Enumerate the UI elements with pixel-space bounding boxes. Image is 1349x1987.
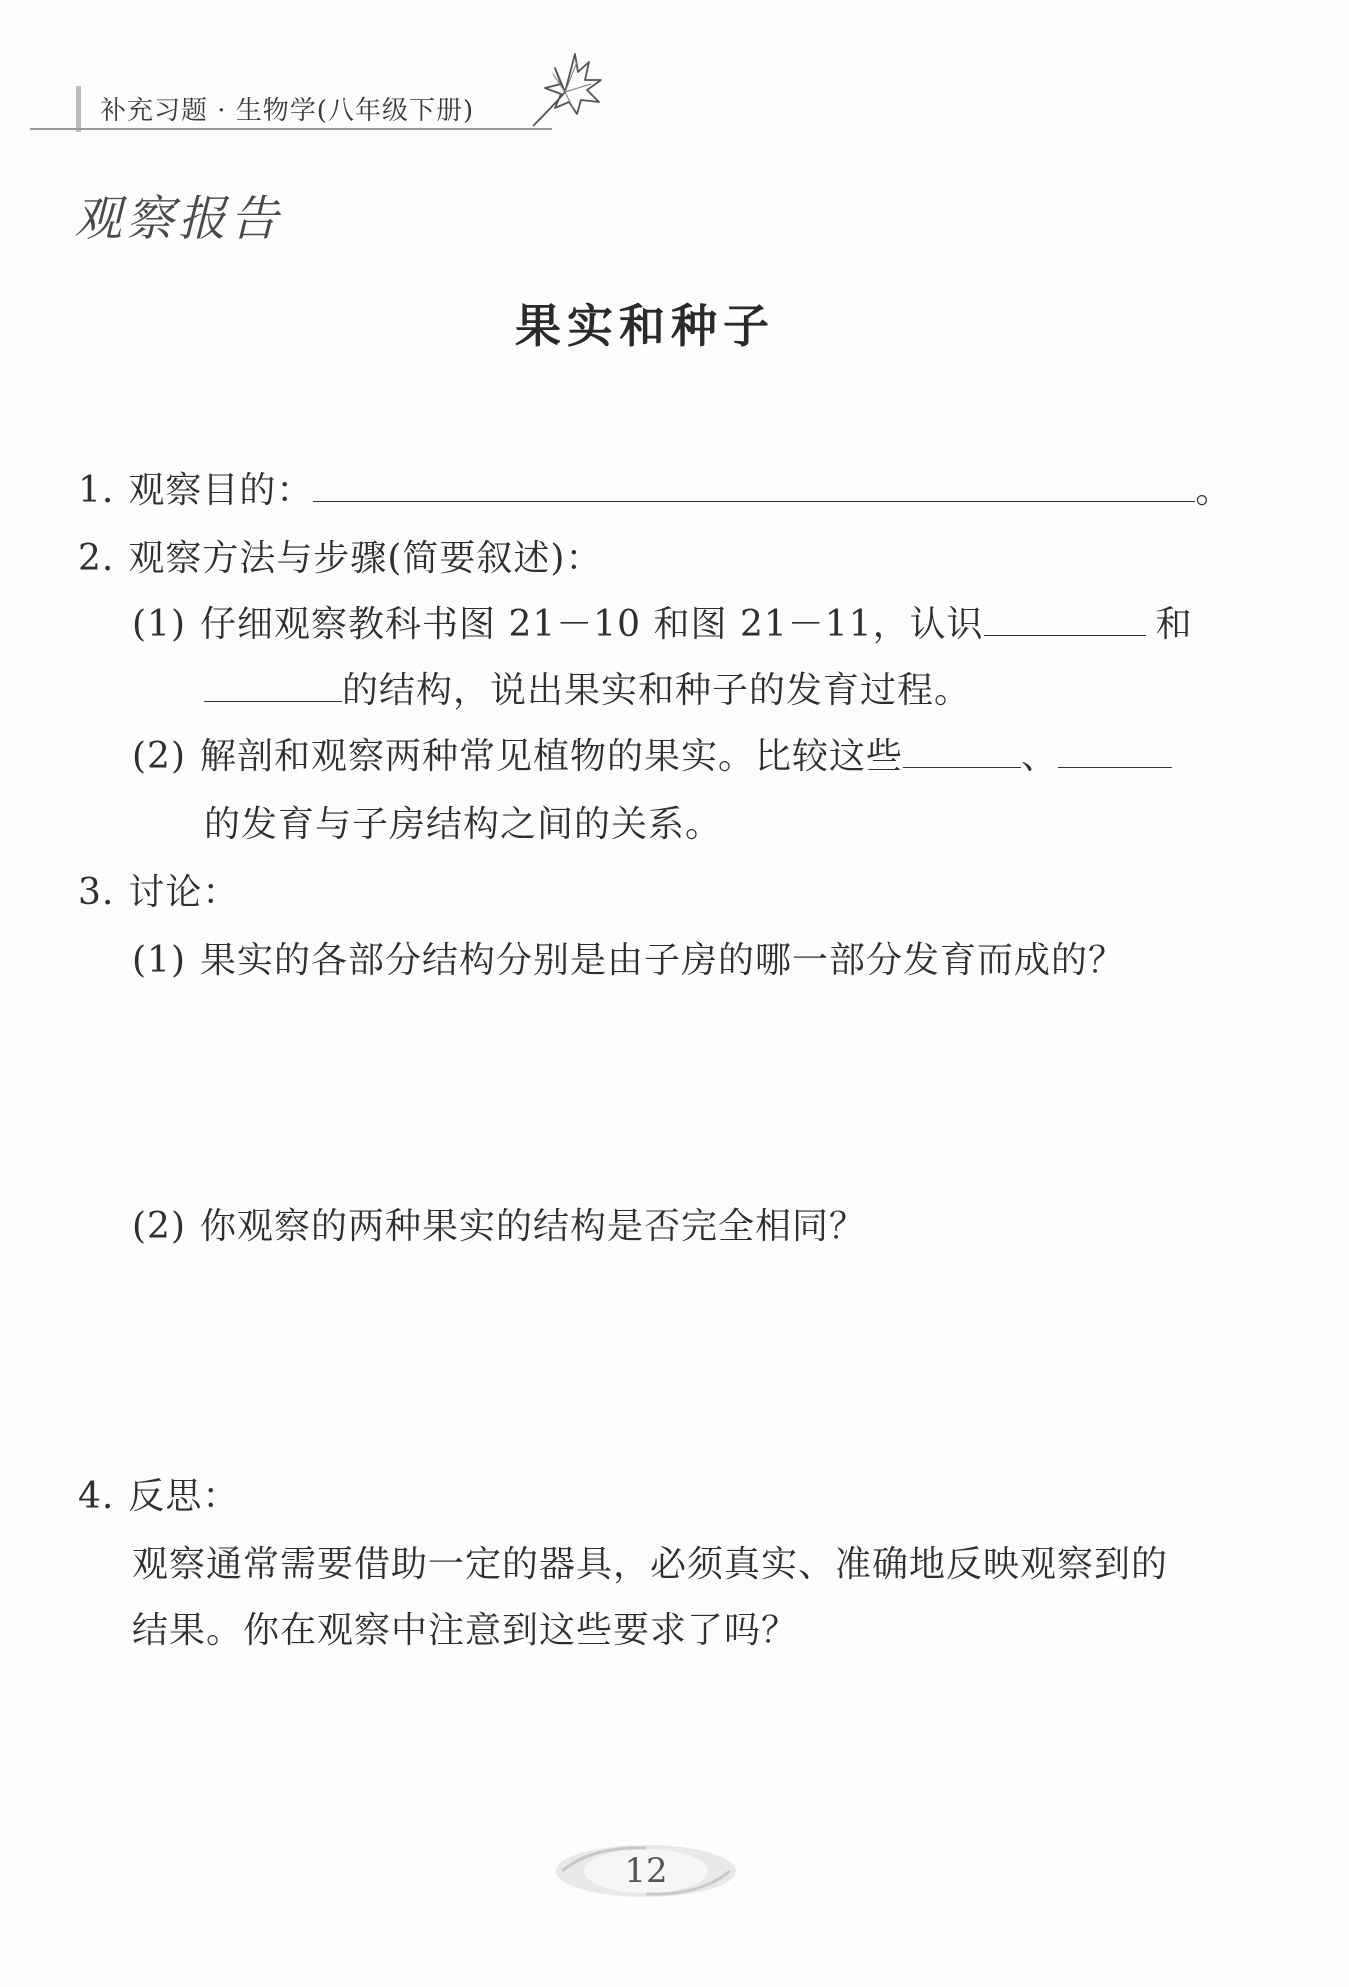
sub-text: 仔细观察教科书图 21－10 和图 21－11，认识 — [200, 604, 984, 645]
maple-leaf-icon — [515, 48, 605, 138]
page-number-badge — [552, 1840, 740, 1902]
answer-blank[interactable] — [1058, 766, 1172, 768]
question-4-body-1 — [132, 1536, 1168, 1587]
page-title: 果实和种子 — [515, 299, 775, 353]
body-text: 结果。你在观察中注意到这些要求了吗？ — [132, 1610, 799, 1651]
separator: 、 — [1021, 736, 1059, 777]
answer-blank[interactable] — [313, 500, 1195, 502]
sub-text: 的发育与子房结构之间的关系。 — [204, 804, 723, 845]
header-accent-bar — [76, 86, 81, 132]
question-3-2 — [132, 1198, 866, 1249]
body-text: 观察通常需要借助一定的器具，必须真实、准确地反映观察到的 — [132, 1544, 1169, 1585]
question-text: 讨论： — [128, 872, 240, 913]
sub-text: 和 — [1155, 604, 1193, 645]
question-text: 观察方法与步骤(简要叙述)： — [128, 538, 603, 579]
question-2 — [78, 530, 602, 581]
page-number: 12 — [624, 1851, 668, 1891]
sub-number: (1) — [132, 604, 186, 645]
sub-text: 你观察的两种果实的结构是否完全相同？ — [200, 1206, 867, 1247]
question-end: 。 — [1195, 470, 1233, 511]
sub-text: 解剖和观察两种常见植物的果实。比较这些 — [200, 736, 904, 777]
header-rule — [30, 128, 552, 130]
sub-number: (2) — [132, 1206, 186, 1247]
question-number: 4. — [78, 1476, 115, 1517]
question-4 — [78, 1468, 239, 1519]
question-number: 3. — [78, 872, 115, 913]
sub-text: 果实的各部分结构分别是由子房的哪一部分发育而成的？ — [200, 940, 1126, 981]
answer-blank[interactable] — [204, 700, 342, 702]
question-2-1 — [132, 596, 1193, 647]
question-text: 反思： — [128, 1476, 240, 1517]
question-2-1-cont — [204, 662, 971, 713]
question-number: 1. — [78, 470, 115, 511]
question-2-2 — [132, 728, 1172, 779]
question-4-body-2 — [132, 1602, 798, 1653]
sub-number: (2) — [132, 736, 186, 777]
question-1 — [78, 462, 1232, 513]
running-header: 补充习题 · 生物学(八年级下册) — [100, 96, 475, 126]
question-3 — [78, 864, 239, 915]
sub-number: (1) — [132, 940, 186, 981]
answer-blank[interactable] — [984, 634, 1146, 636]
section-title: 观察报告 — [74, 191, 283, 247]
question-number: 2. — [78, 538, 115, 579]
sub-text: 的结构，说出果实和种子的发育过程。 — [342, 670, 972, 711]
answer-blank[interactable] — [903, 766, 1021, 768]
question-3-1 — [132, 932, 1125, 983]
question-2-2-cont — [204, 796, 722, 847]
question-text: 观察目的： — [128, 470, 314, 511]
